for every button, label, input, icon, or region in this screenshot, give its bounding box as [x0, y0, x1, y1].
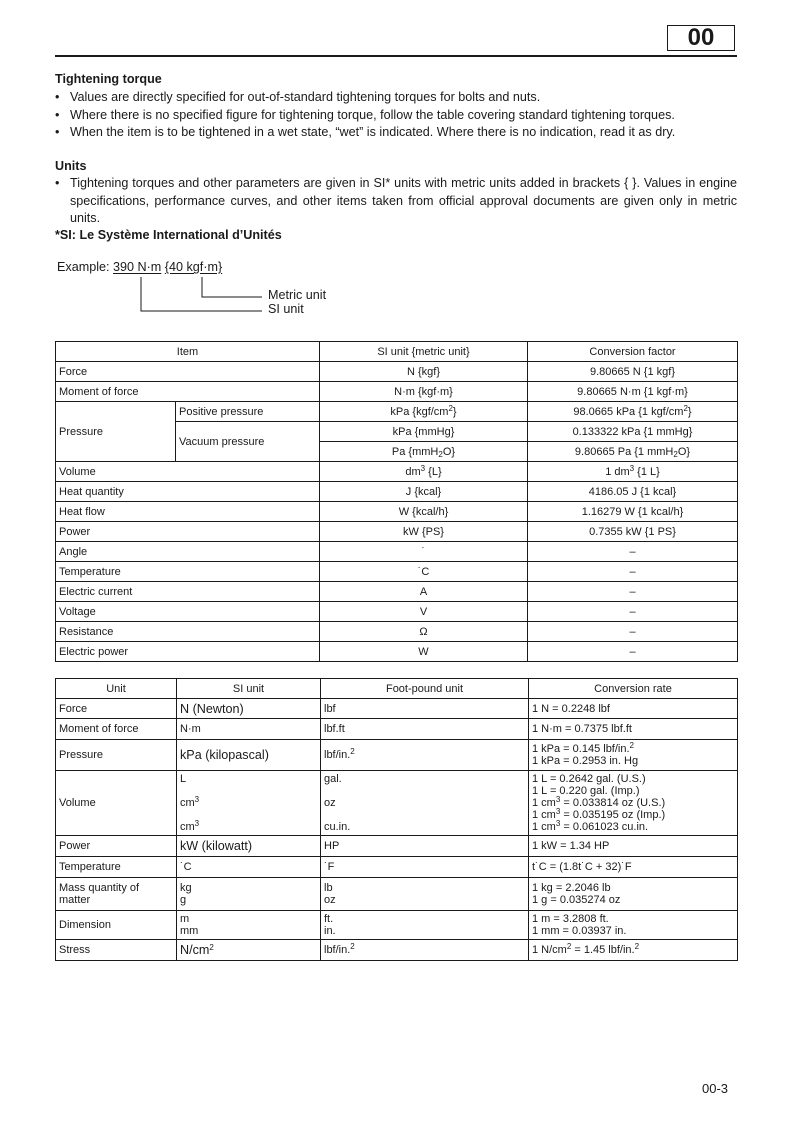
si-cell: Ω — [320, 622, 528, 642]
unit-cell: Volume — [56, 771, 177, 836]
si-cell: m mm — [177, 911, 321, 940]
table-row — [56, 482, 738, 502]
item-cell: Resistance — [56, 622, 320, 642]
si-cell: kPa {mmHg} — [320, 422, 528, 442]
si-cell: Pa {mmH$_2$O} — [320, 442, 528, 462]
si-cell: N·m {kgf·m} — [320, 382, 528, 402]
table-row — [56, 911, 738, 940]
page-number: 00-3 — [702, 1081, 729, 1096]
unit-cell: Stress — [56, 940, 177, 961]
factor-cell: – — [528, 582, 738, 602]
example-prefix: Example: — [57, 260, 113, 274]
rate-cell: 1 N = 0.2248 lbf — [529, 699, 738, 719]
rate-cell: 1 L = 0.2642 gal. (U.S.) 1 L = 0.220 gal. (Imp.) 1 $cm^3 = 0.033814$ oz (U.S.) 1 $cm^3 = 0.035195$ oz (Imp.) 1 $cm^3 = 0.061023$ cu.in. — [529, 771, 738, 836]
table-row — [56, 740, 738, 771]
subitem-cell: Vacuum pressure — [176, 422, 320, 462]
unit-cell: Mass quantity of matter — [56, 878, 177, 911]
si-cell: J {kcal} — [320, 482, 528, 502]
factor-cell: 9.80665 N {1 kgf} — [528, 362, 738, 382]
item-cell: Force — [56, 362, 320, 382]
foot-pound-conversion-table — [55, 678, 738, 961]
table-row — [56, 602, 738, 622]
si-cell: $dm^3$ {L} — [320, 462, 528, 482]
rate-cell: 1 m = 3.2808 ft. 1 mm = 0.03937 in. — [529, 911, 738, 940]
factor-cell: 1 $dm^3$ {1 L} — [528, 462, 738, 482]
si-cell: kW (kilowatt) — [177, 836, 321, 857]
table-row — [56, 719, 738, 740]
header-item: Item — [56, 342, 320, 362]
item-cell: Electric power — [56, 642, 320, 662]
table-row — [56, 542, 738, 562]
rate-cell: 1 $N/cm^2 = 1.45$ lbf/in.$^2$ — [529, 940, 738, 961]
rate-cell: 1 kg = 2.2046 lb 1 g = 0.035274 oz — [529, 878, 738, 911]
factor-cell: 9.80665 Pa {1 mmH$_2$O} — [528, 442, 738, 462]
header-conversion-factor: Conversion factor — [528, 342, 738, 362]
header-si-unit: SI unit {metric unit} — [320, 342, 528, 362]
table-row — [56, 362, 738, 382]
factor-cell: 0.7355 kW {1 PS} — [528, 522, 738, 542]
item-cell: Electric current — [56, 582, 320, 602]
table-row — [56, 522, 738, 542]
fp-cell: lb oz — [321, 878, 529, 911]
fp-cell: lbf — [321, 699, 529, 719]
si-cell: kPa (kilopascal) — [177, 740, 321, 771]
factor-cell: – — [528, 602, 738, 622]
table-row — [56, 857, 738, 878]
table-row — [56, 836, 738, 857]
factor-cell: – — [528, 542, 738, 562]
item-cell: Power — [56, 522, 320, 542]
si-cell: N (Newton) — [177, 699, 321, 719]
factor-cell: – — [528, 642, 738, 662]
rate-cell: 1 N·m = 0.7375 lbf.ft — [529, 719, 738, 740]
header-unit: Unit — [56, 679, 177, 699]
factor-cell: 4186.05 J {1 kcal} — [528, 482, 738, 502]
item-cell: Volume — [56, 462, 320, 482]
table-row — [56, 642, 738, 662]
tightening-bullet-2: • Where there is no specified figure for tightening torque, follow the table covering standard tightening torques. — [55, 107, 737, 125]
table-row — [56, 402, 738, 422]
si-cell: kPa $\{kgf/cm^2\}$ — [320, 402, 528, 422]
factor-cell: 0.133322 kPa {1 mmHg} — [528, 422, 738, 442]
item-cell: Pressure — [56, 402, 176, 462]
fp-cell: ˙F — [321, 857, 529, 878]
unit-cell: Power — [56, 836, 177, 857]
rate-cell: 1 kPa = 0.145 lbf/in.$^2$ 1 kPa = 0.2953 in. Hg — [529, 740, 738, 771]
si-note: *SI: Le Système International d’Unités — [55, 228, 282, 242]
fp-cell: lbf/in.$^2$ — [321, 940, 529, 961]
item-cell: Moment of force — [56, 382, 320, 402]
tightening-bullet-1: • Values are directly specified for out-of-standard tightening torques for bolts and nuts. — [55, 89, 737, 107]
unit-cell: Moment of force — [56, 719, 177, 740]
table-row — [56, 940, 738, 961]
table-row — [56, 699, 738, 719]
table-row — [56, 582, 738, 602]
si-cell: ˙C — [320, 562, 528, 582]
units-bullet-1: • Tightening torques and other parameters are given in SI* units with metric units added in brackets { }. Values in engine specifications, performance curves, and other items taken from official approval documents are given only in metric units. — [55, 175, 737, 228]
fp-cell: lbf.ft — [321, 719, 529, 740]
si-cell: W {kcal/h} — [320, 502, 528, 522]
example-metric-label: Metric unit — [268, 288, 327, 302]
header-conversion-rate: Conversion rate — [529, 679, 738, 699]
table-row — [56, 771, 738, 836]
si-cell: A — [320, 582, 528, 602]
factor-cell: 98.0665 kPa {1 kgf/$cm^2$} — [528, 402, 738, 422]
example-leader-lines — [0, 0, 793, 330]
example-si-value: 390 N·m — [113, 260, 162, 274]
tightening-bullet-3: • When the item is to be tightened in a wet state, “wet” is indicated. Where there is no indication, read it as dry. — [55, 124, 737, 142]
factor-cell: 1.16279 W {1 kcal/h} — [528, 502, 738, 522]
fp-cell: ft. in. — [321, 911, 529, 940]
si-cell: V — [320, 602, 528, 622]
table-row — [56, 878, 738, 911]
item-cell: Heat quantity — [56, 482, 320, 502]
table-row — [56, 462, 738, 482]
header-foot-pound-unit: Foot-pound unit — [321, 679, 529, 699]
factor-cell: 9.80665 N·m {1 kgf·m} — [528, 382, 738, 402]
item-cell: Angle — [56, 542, 320, 562]
item-cell: Voltage — [56, 602, 320, 622]
rate-cell: t˙C = (1.8t˙C + 32)˙F — [529, 857, 738, 878]
table-row — [56, 502, 738, 522]
si-cell: N·m — [177, 719, 321, 740]
item-cell: Temperature — [56, 562, 320, 582]
rate-cell: 1 kW = 1.34 HP — [529, 836, 738, 857]
si-cell: kW {PS} — [320, 522, 528, 542]
units-title: Units — [55, 159, 87, 173]
header-si-unit: SI unit — [177, 679, 321, 699]
unit-cell: Force — [56, 699, 177, 719]
fp-cell: HP — [321, 836, 529, 857]
fp-cell: gal. oz cu.in. — [321, 771, 529, 836]
factor-cell: – — [528, 562, 738, 582]
section-badge: 00 — [667, 25, 735, 51]
item-cell: Heat flow — [56, 502, 320, 522]
si-cell: W — [320, 642, 528, 662]
unit-cell: Temperature — [56, 857, 177, 878]
table-header-row — [56, 342, 738, 362]
tightening-title: Tightening torque — [55, 72, 162, 86]
table-row — [56, 382, 738, 402]
si-cell: ˙ — [320, 542, 528, 562]
subitem-cell: Positive pressure — [176, 402, 320, 422]
fp-cell: lbf/in.$^2$ — [321, 740, 529, 771]
example-si-label: SI unit — [268, 302, 304, 316]
table-row — [56, 562, 738, 582]
si-cell: N {kgf} — [320, 362, 528, 382]
si-cell: L $cm^3$ $cm^3$ — [177, 771, 321, 836]
si-conversion-table — [55, 341, 738, 662]
si-cell: ˙C — [177, 857, 321, 878]
table-row — [56, 622, 738, 642]
unit-cell: Pressure — [56, 740, 177, 771]
factor-cell: – — [528, 622, 738, 642]
si-cell: kg g — [177, 878, 321, 911]
example-metric-value: {40 kgf·m} — [164, 260, 223, 274]
table-header-row — [56, 679, 738, 699]
si-cell: $N/cm^2$ — [177, 940, 321, 961]
unit-cell: Dimension — [56, 911, 177, 940]
